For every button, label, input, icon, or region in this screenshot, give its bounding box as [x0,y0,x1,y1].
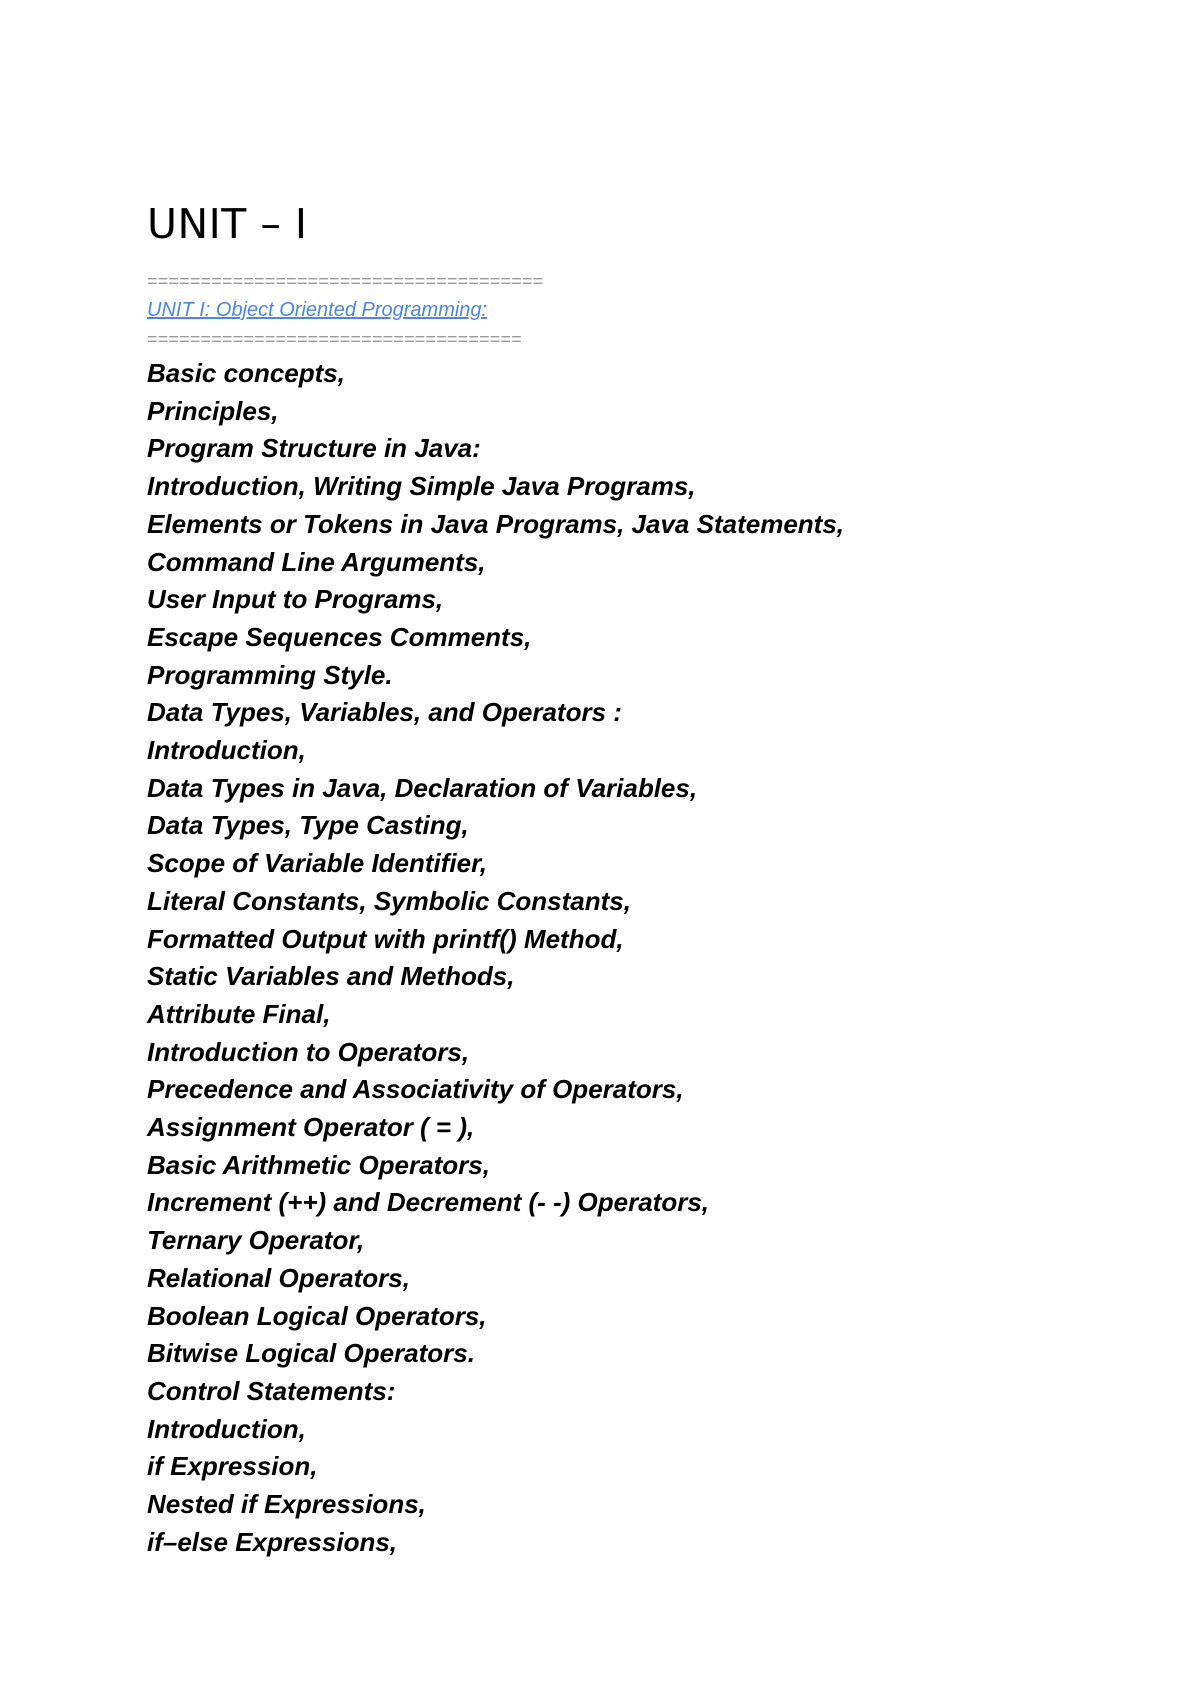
topic-item: Formatted Output with printf() Method, [147,923,624,954]
topic-item: Elements or Tokens in Java Programs, Java Statements, [147,508,844,539]
topic-item: Basic Arithmetic Operators, [147,1149,490,1180]
topic-item: Data Types, Type Casting, [147,810,469,841]
topic-item: Bitwise Logical Operators. [147,1338,475,1369]
topic-item: Programming Style. [147,659,393,690]
topic-item: Data Types in Java, Declaration of Variables, [147,772,698,803]
topic-item: Precedence and Associativity of Operators, [147,1074,684,1105]
separator-rule-bottom: =================================== [147,329,522,349]
topic-item: Nested if Expressions, [147,1489,426,1520]
topic-item: Introduction, [147,1413,306,1444]
topic-item: Command Line Arguments, [147,546,486,577]
topic-item: if–else Expressions, [147,1526,398,1557]
topic-item: Control Statements: [147,1375,396,1406]
topic-item: Assignment Operator ( = ), [147,1112,475,1143]
topic-item: Introduction, Writing Simple Java Programs, [147,471,696,502]
topic-item: Introduction to Operators, [147,1036,470,1067]
topic-item: Introduction, [147,735,306,766]
topic-item: Ternary Operator, [147,1225,365,1256]
topic-item: Attribute Final, [147,998,331,1029]
unit-heading: UNIT – I [147,200,308,248]
topic-item: Data Types, Variables, and Operators : [147,697,622,728]
topic-item: Basic concepts, [147,358,345,388]
topic-item: Escape Sequences Comments, [147,621,532,652]
topic-item: if Expression, [147,1451,318,1482]
topic-item: Scope of Variable Identifier, [147,848,488,879]
topic-item: Literal Constants, Symbolic Constants, [147,885,631,916]
section-title-link[interactable]: UNIT I: Object Oriented Programming: [147,299,488,321]
topic-item: Program Structure in Java: [147,433,481,464]
topic-item: Principles, [147,395,279,426]
topic-item: Static Variables and Methods, [147,961,515,992]
topic-item: User Input to Programs, [147,584,444,615]
topic-list [147,355,844,1562]
topic-item: Increment (++) and Decrement (- -) Operators, [147,1187,710,1218]
separator-rule-top: ===================================== [147,271,544,291]
topic-item: Boolean Logical Operators, [147,1300,487,1331]
topic-item: Relational Operators, [147,1262,410,1293]
